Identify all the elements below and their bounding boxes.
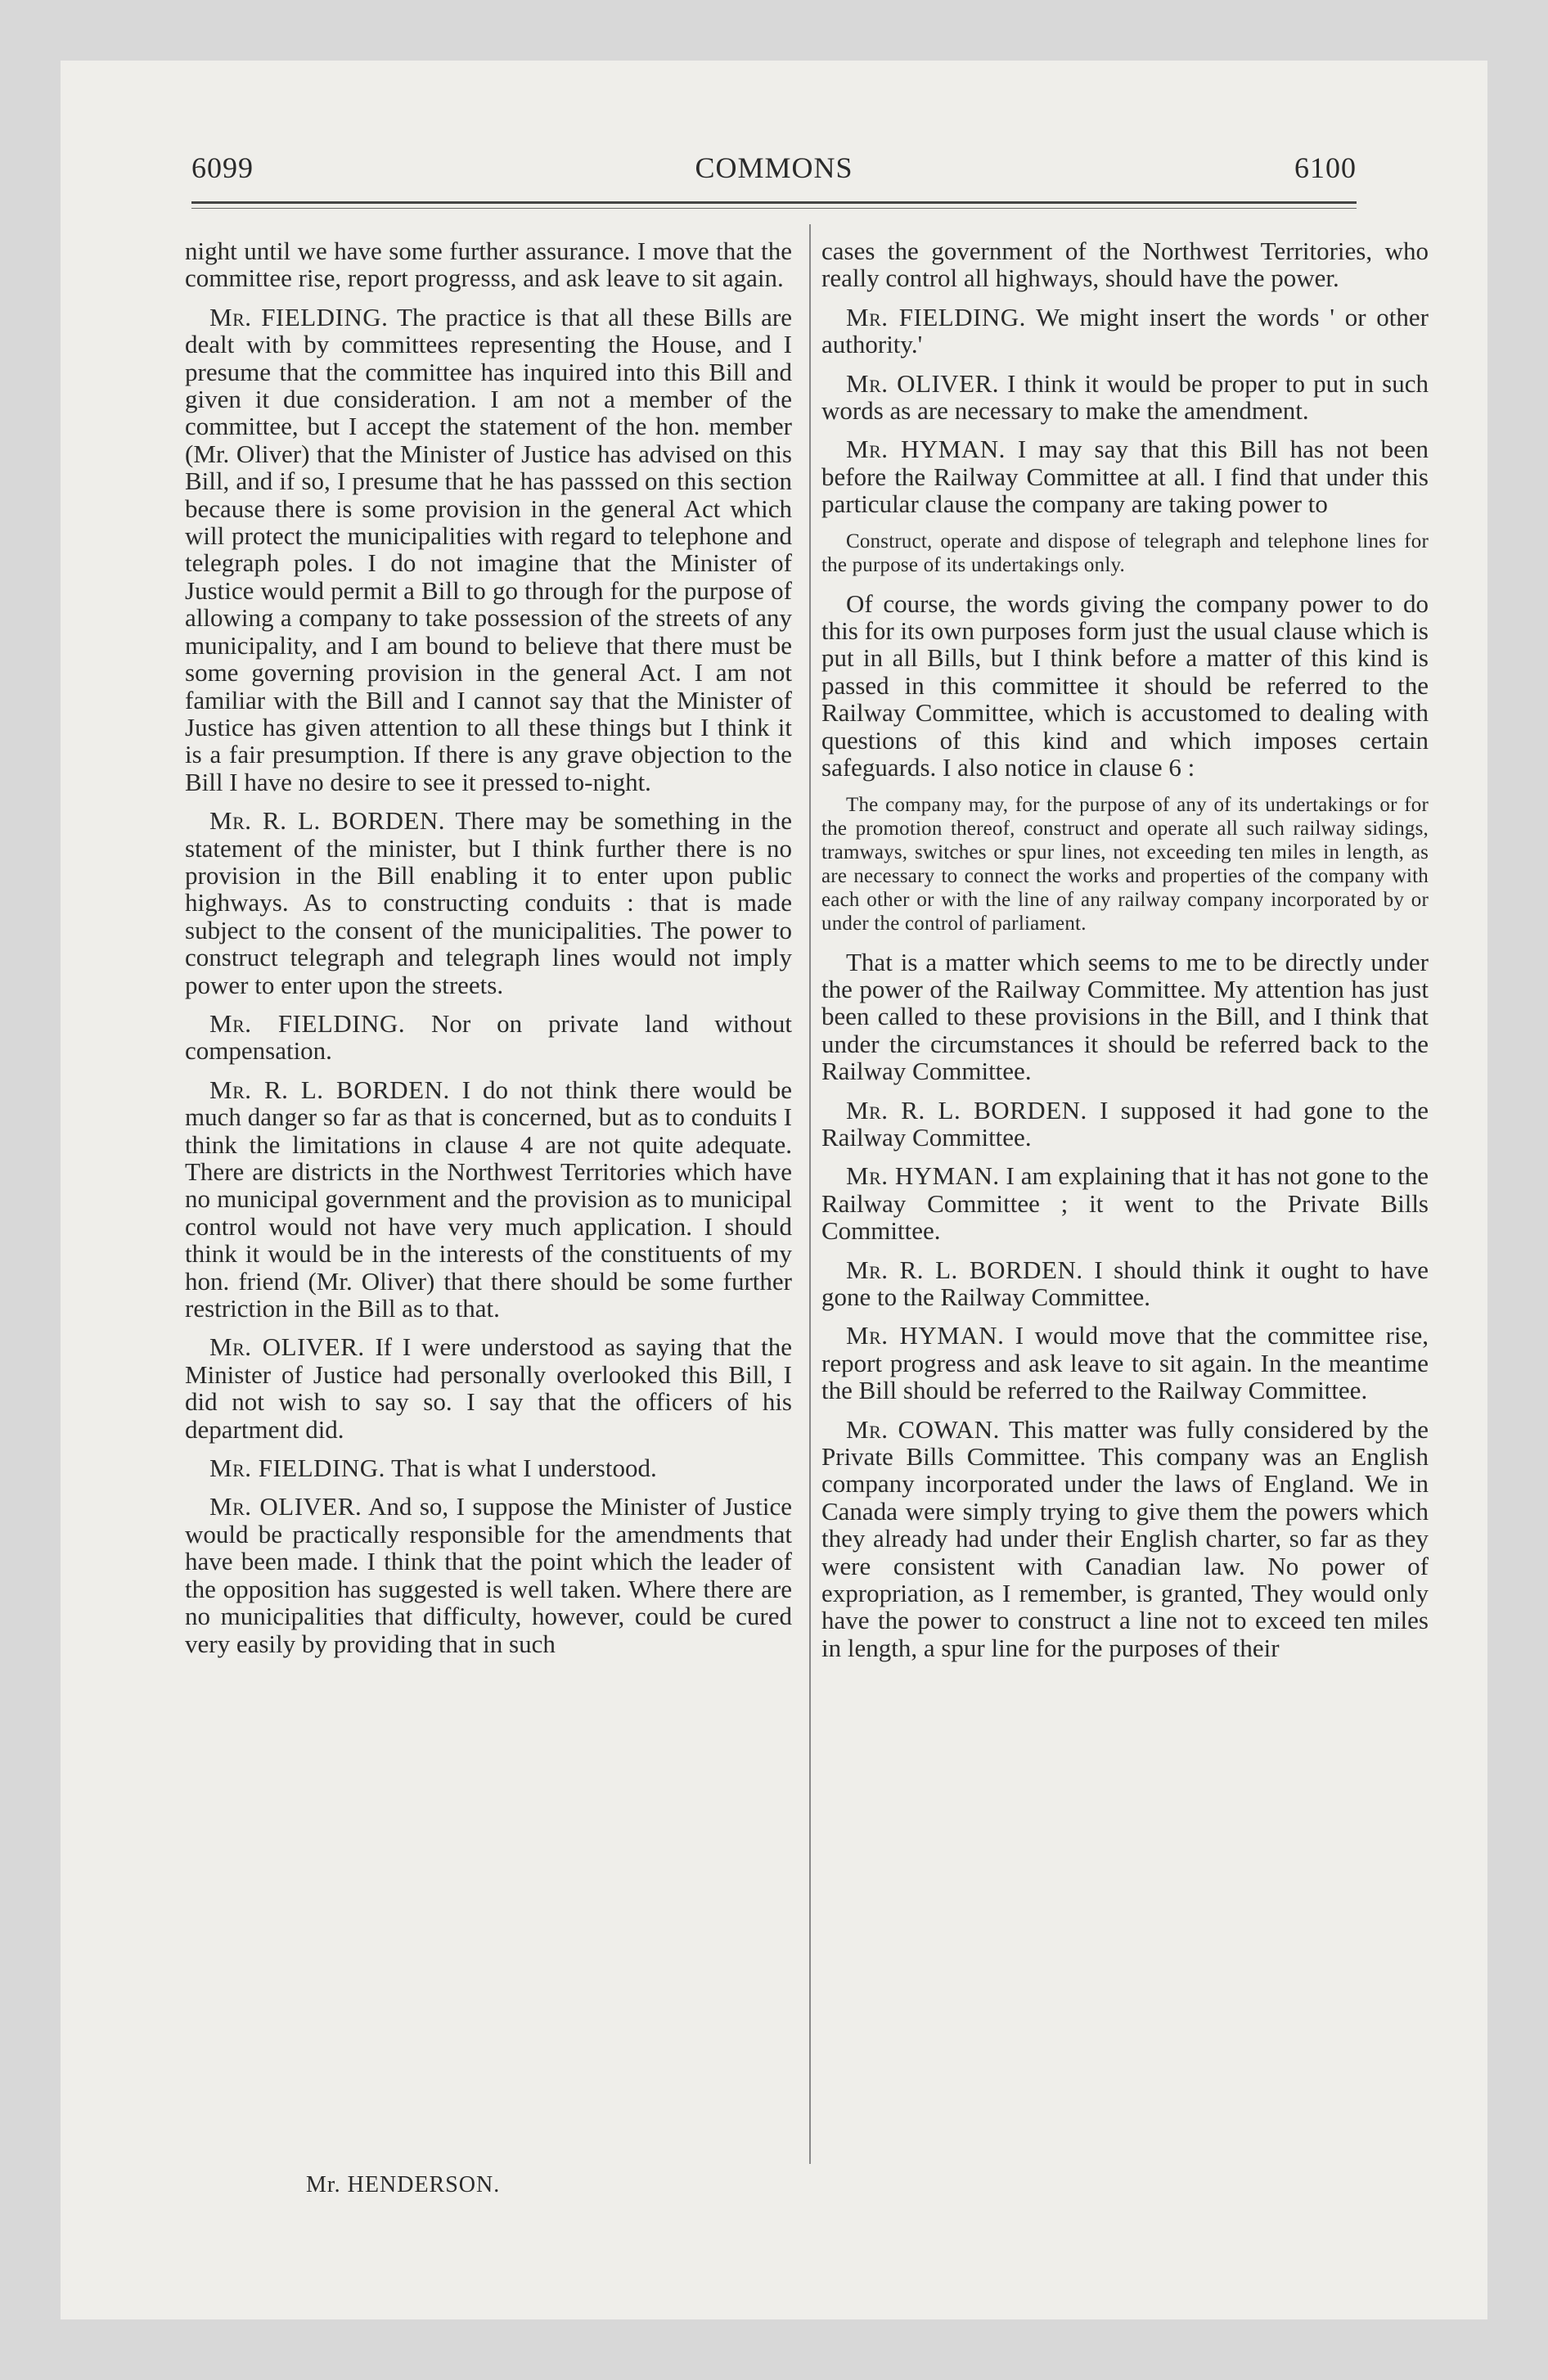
speech-text: Nor on private land without compensation. — [185, 1008, 792, 1066]
speech-text: I think it would be proper to put in such words as are necessary to make the amendment. — [821, 368, 1429, 426]
speaker-name: Mr. R. L. BORDEN. — [846, 1095, 1087, 1125]
speaker-name: Mr. HYMAN. — [846, 435, 1006, 464]
speech-paragraph — [821, 304, 1429, 358]
speech-text: Construct, operate and dispose of telegraph and telephone lines for the purpose of its undertakings only. — [821, 530, 1429, 576]
catchword-footer: Mr. HENDERSON. — [306, 2172, 501, 2197]
speaker-name: Mr. FIELDING. — [209, 1454, 385, 1483]
speech-text: I supposed it had gone to the Railway Committee. — [821, 1095, 1429, 1152]
speech-paragraph — [185, 304, 792, 796]
speech-text: That is a matter which seems to me to be directly under the power of the Railway Committee. My attention has just been called to these provisions in the Bill, and I think that under the circumstances it should be referred back to the Railway Committee. — [821, 947, 1429, 1086]
left-page-number: 6099 — [191, 151, 254, 184]
right-column — [821, 237, 1429, 1673]
speech-paragraph — [821, 1256, 1429, 1311]
speech-paragraph — [821, 949, 1429, 1085]
speaker-name: Mr. COWAN. — [846, 1414, 1000, 1444]
speaker-name: Mr. FIELDING. — [209, 1008, 406, 1038]
speech-text: I may say that this Bill has not been before the Railway Committee at all. I find that under this particular clause the company are taking power to — [821, 435, 1429, 519]
speech-text: cases the government of the Northwest Territories, who really control all highways, should have the power. — [821, 237, 1429, 293]
speech-paragraph — [185, 1076, 792, 1323]
speech-text: I should think it ought to have gone to the Railway Committee. — [821, 1255, 1429, 1311]
speech-text: Of course, the words giving the company power to do this for its own purposes form just the usual clause which is put in all Bills, but I think before a matter of this kind is passed in this committee it should be referred to the Railway Committee, which is accustomed to dealing with questions of this kind and which imposes certain safeguards. I also notice in clause 6 : — [821, 588, 1429, 782]
speaker-name: Mr. OLIVER. — [209, 1492, 362, 1521]
left-column — [185, 237, 792, 1669]
speaker-name: Mr. FIELDING. — [209, 302, 389, 331]
speech-paragraph — [821, 1097, 1429, 1152]
speech-paragraph — [185, 807, 792, 998]
speech-text: The practice is that all these Bills are dealt with by committees representing the House, and I presume that the committee has inquired into this Bill and given it due consideration. I am not a member of the committee, but I accept the statement of the hon. member (Mr. Oliver) that the Minister of Justice has advised on this Bill, and if so, I presume that he has passsed on this section because there is some provision in the general Act which will protect the municipalities with regard to telephone and telegraph poles. I do not imagine that the Minister of Justice would permit a Bill to go through for the purpose of allowing a company to take possession of the streets of any municipality, and I am bound to believe that there must be some governing provision in the general Act. I am not familiar with the Bill and I cannot say that the Minister of Justice has given attention to all these things but I think it is a fair presumption. If there is any grave objection to the Bill I have no desire to see it pressed to-night. — [185, 302, 792, 796]
speaker-name: Mr. HYMAN. — [846, 1161, 1000, 1191]
speech-paragraph — [185, 237, 792, 292]
speech-text: I am explaining that it has not gone to the Railway Committee ; it went to the Private Bills Committee. — [821, 1161, 1429, 1246]
speaker-name: Mr. OLIVER. — [846, 368, 1000, 398]
speaker-name: Mr. OLIVER. — [209, 1332, 365, 1362]
speech-paragraph — [821, 237, 1429, 292]
speaker-name: Mr. HYMAN. — [846, 1321, 1005, 1350]
page-header — [191, 151, 1357, 185]
speech-paragraph — [185, 1493, 792, 1657]
speech-paragraph — [821, 1162, 1429, 1244]
speech-paragraph — [185, 1010, 792, 1065]
page-title: COMMONS — [695, 151, 853, 184]
quoted-clause — [821, 530, 1429, 577]
speech-paragraph — [185, 1333, 792, 1443]
right-page-number: 6100 — [1294, 151, 1357, 184]
speaker-name: Mr. R. L. BORDEN. — [209, 1075, 450, 1104]
speech-paragraph — [821, 1416, 1429, 1662]
column-divider — [809, 224, 811, 2164]
speech-text: This matter was fully considered by the Private Bills Committee. This company was an English company incorporated under the laws of England. We in Canada were simply trying to give them the powers which they already had under their English charter, so far as they were consistent with Canadian law. No power of expropriation, as I remember, is granted, They would only have the power to construct a line not to exceed ten miles in length, a spur line for the purposes of their — [821, 1414, 1429, 1662]
speaker-name: Mr. R. L. BORDEN. — [846, 1255, 1083, 1284]
speech-paragraph — [821, 370, 1429, 425]
speech-paragraph — [821, 1322, 1429, 1404]
quoted-clause — [821, 793, 1429, 935]
speech-paragraph — [821, 590, 1429, 782]
page — [61, 61, 1487, 2319]
speech-text: The company may, for the purpose of any of its undertakings or for the promotion thereof, construct and operate all such railway sidings, tramways, switches or spur lines, not exceeding ten miles in length, as are necessary to connect the works and properties of the company with each other or with the line of any railway company incorporated by or under the control of parliament. — [821, 793, 1429, 935]
speech-text: And so, I suppose the Minister of Justice would be practically responsible for the amendments that have been made. I think that the point which the leader of the opposition has suggested is well taken. Where there are no municipalities that difficulty, however, could be cured very easily by providing that in such — [185, 1492, 793, 1658]
speech-text: I would move that the committee rise, report progress and ask leave to sit again. In the meantime the Bill should be referred to the Railway Committee. — [821, 1321, 1429, 1405]
speech-paragraph — [185, 1454, 792, 1481]
speech-paragraph — [821, 435, 1429, 517]
speech-text: There may be something in the statement of the minister, but I think further there is no provision in the Bill enabling it to enter upon public highways. As to constructing conduits : that is made subject to the consent of the municipalities. The power to construct telegraph and telegraph lines would not imply power to enter upon the streets. — [185, 806, 792, 999]
speech-text: If I were understood as saying that the Minister of Justice had personally overlooked this Bill, I did not wish to say so. I say that the officers of his department did. — [185, 1332, 792, 1444]
speech-text: We might insert the words ' or other authority.' — [821, 302, 1429, 359]
speaker-name: Mr. R. L. BORDEN. — [209, 806, 446, 836]
header-rule — [191, 201, 1357, 204]
speech-text: night until we have some further assurance. I move that the committee rise, report progresss, and ask leave to sit again. — [185, 237, 792, 293]
speech-text: That is what I understood. — [391, 1454, 657, 1483]
speech-text: I do not think there would be much danger so far as that is concerned, but as to conduits I think the limitations in clause 4 are not quite adequate. There are districts in the Northwest Territories which have no municipal government and the provision as to municipal control would not have very much application. I should think it would be in the interests of the constituents of my hon. friend (Mr. Oliver) that there should be some further restriction in the Bill as to that. — [185, 1075, 792, 1323]
speaker-name: Mr. FIELDING. — [846, 302, 1026, 331]
header-rule-thin — [191, 208, 1357, 209]
